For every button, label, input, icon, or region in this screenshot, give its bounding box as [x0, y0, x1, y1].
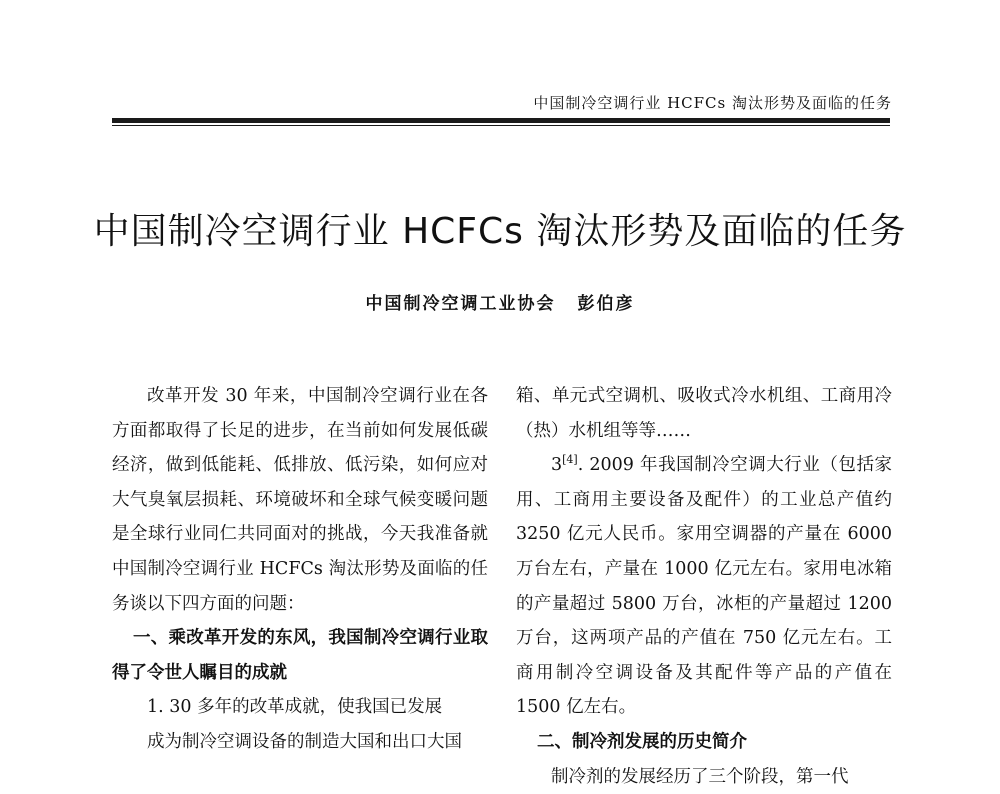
item-3-text: . 2009 年我国制冷空调大行业（包括家用、工商用主要设备及配件）的工业总产值约 3250 亿元人民币。家用空调器的产量在 6000 万台左右，产量在 1000 亿元左右。家用电冰箱的产量超过 5800 万台，冰柜的产量超过 1200 万台，这两项产品的产值在 750 亿元左右。工商用制冷空调设备及其配件等产品的产值在 1500 亿左右。 — [516, 455, 892, 718]
header-rule-thin — [112, 125, 890, 126]
cutoff-line-right: 制冷剂的发展经历了三个阶段，第一代 — [551, 766, 849, 787]
right-column — [516, 379, 892, 787]
header-rule-thick — [112, 118, 890, 123]
section-heading-1: 一、乘改革开发的东风，我国制冷空调行业取得了令世人瞩目的成就 — [112, 628, 488, 683]
byline-author: 彭伯彦 — [577, 294, 635, 314]
item-1-paragraph: 1. 30 多年的改革成就，使我国已发展 — [147, 697, 443, 718]
item-3-number: 3 — [551, 455, 563, 476]
cutoff-line-left: 成为制冷空调设备的制造大国和出口大国 — [147, 731, 462, 752]
left-column — [112, 379, 488, 752]
byline-organization: 中国制冷空调工业协会 — [365, 294, 556, 314]
article-title: 中国制冷空调行业 HCFCs 淘汰形势及面临的任务 — [93, 211, 907, 252]
byline — [0, 289, 1000, 314]
item-3-paragraph — [516, 448, 892, 725]
reference-marker: [4] — [562, 453, 578, 467]
continuation-paragraph: 箱、单元式空调机、吸收式冷水机组、工商用冷（热）水机组等等…… — [516, 386, 892, 441]
intro-paragraph: 改革开发 30 年来，中国制冷空调行业在各方面都取得了长足的进步，在当前如何发展低碳经济，做到低能耗、低排放、低污染，如何应对大气臭氧层损耗、环境破坏和全球气候变暖问题是全球行业同仁共同面对的挑战，今天我准备就中国制冷空调行业 HCFCs 淘汰形势及面临的任务谈以下四方面的问题： — [112, 386, 488, 614]
section-heading-2: 二、制冷剂发展的历史简介 — [537, 731, 747, 752]
running-header: 中国制冷空调行业 HCFCs 淘汰形势及面临的任务 — [533, 94, 892, 112]
